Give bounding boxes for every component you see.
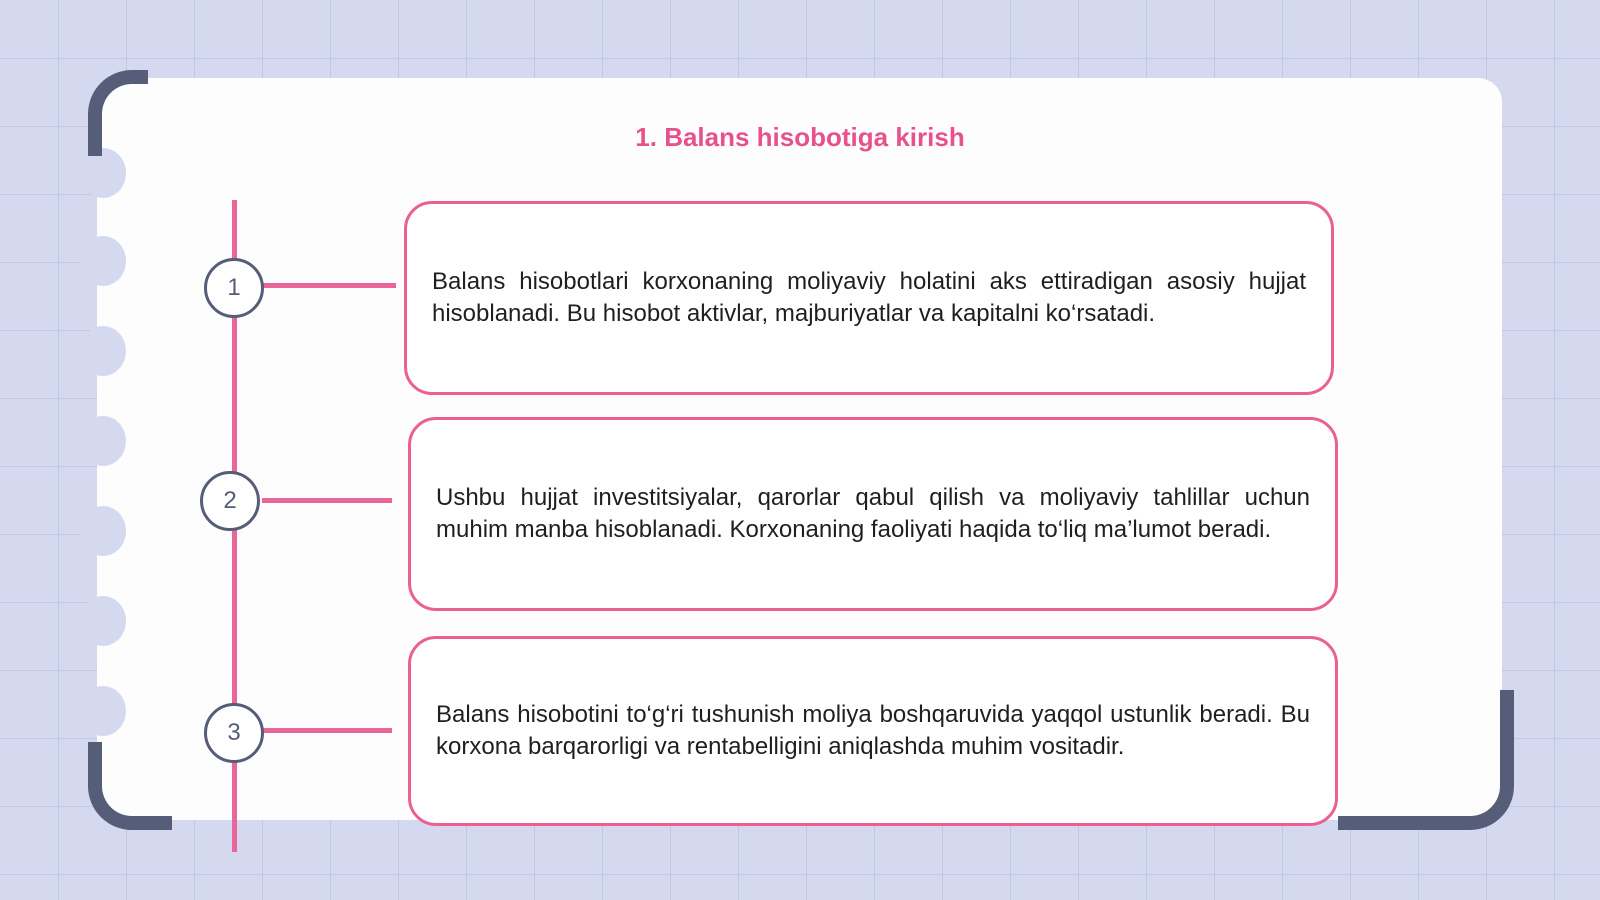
notebook-notch (80, 686, 126, 736)
notebook-notch (80, 326, 126, 376)
step-number-1: 1 (204, 258, 264, 318)
step-text-1: Balans hisobotlari korxonaning moliyaviy holatini aks ettiradigan asosiy hujjat hisoblanadi. Bu hisobot aktivlar, majburiyatlar va kapitalni ko‘rsatadi. (432, 268, 1306, 327)
timeline-connector (262, 498, 392, 503)
timeline-connector (262, 728, 392, 733)
step-card-1 (404, 201, 1334, 395)
step-card-2 (408, 417, 1338, 611)
notebook-notch (80, 236, 126, 286)
notebook-notch (80, 506, 126, 556)
notebook-notch (80, 416, 126, 466)
step-card-3 (408, 636, 1338, 826)
frame-corner-bottom-right (1338, 690, 1514, 830)
step-number-3: 3 (204, 703, 264, 763)
timeline-connector (262, 283, 396, 288)
step-text-2: Ushbu hujjat investitsiyalar, qarorlar qabul qilish va moliyaviy tahlillar uchun muhim manba hisoblanadi. Korxonaning faoliyati haqida to‘liq ma’lumot beradi. (436, 484, 1310, 543)
step-text-3: Balans hisobotini to‘g‘ri tushunish moliya boshqaruvida yaqqol ustunlik beradi. Bu korxona barqarorligi va rentabelligini aniqlashda muhim vositadir. (436, 701, 1310, 760)
frame-corner-bottom-left (88, 742, 172, 830)
step-number-2: 2 (200, 471, 260, 531)
slide-title: 1. Balans hisobotiga kirish (635, 122, 965, 152)
notebook-notch (80, 596, 126, 646)
